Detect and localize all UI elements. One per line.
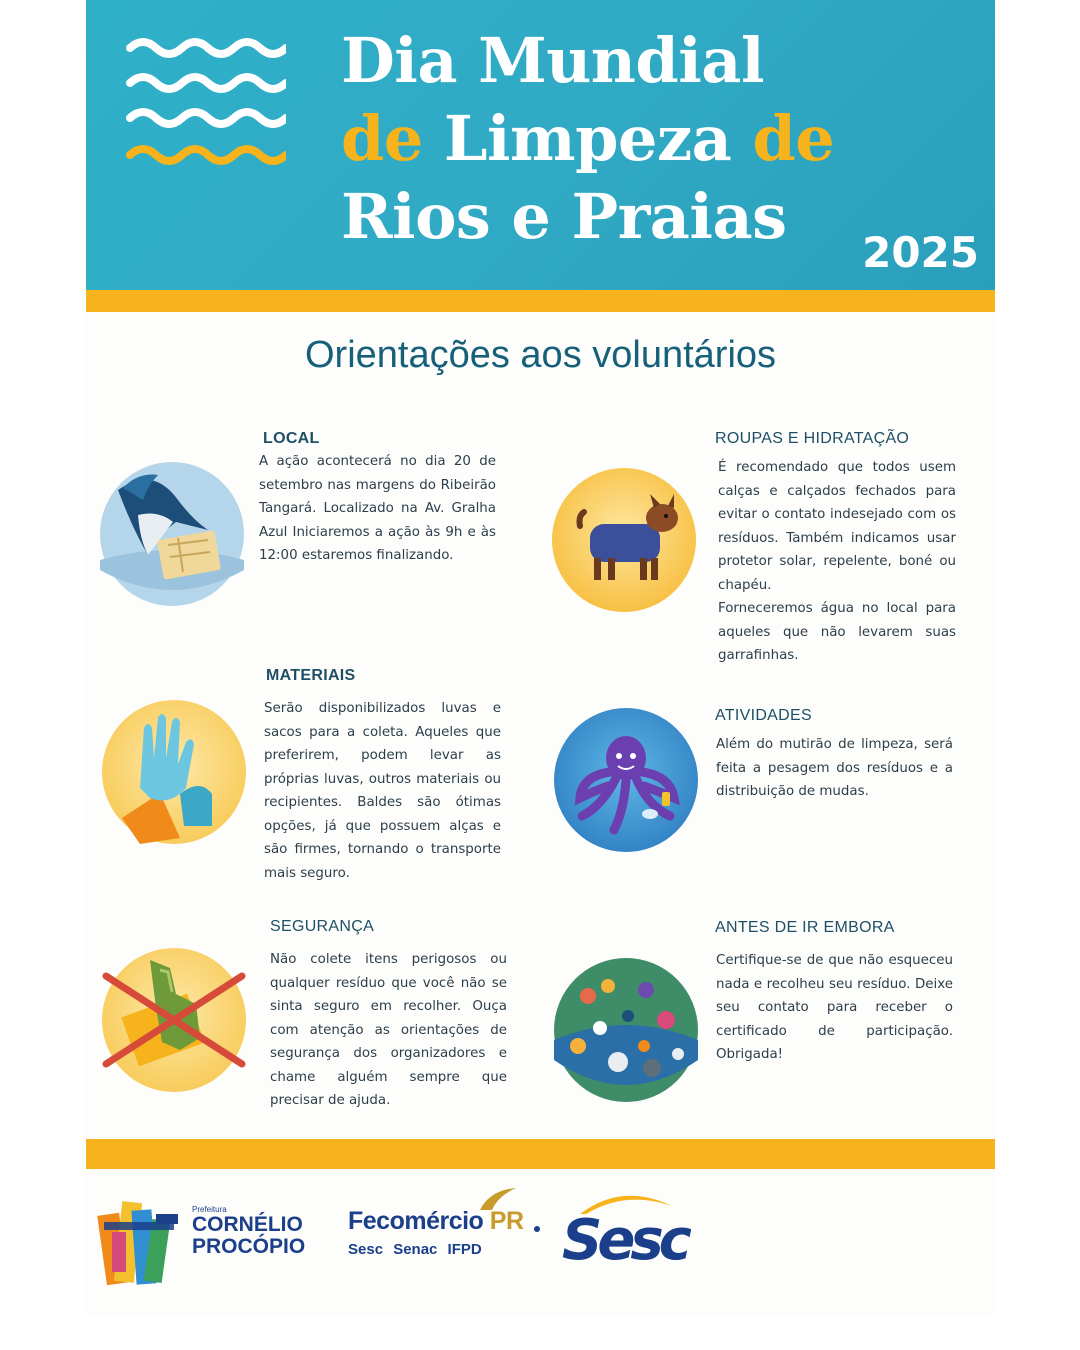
page-subtitle: Orientações aos voluntários bbox=[304, 334, 777, 376]
title-word-limpeza: Limpeza bbox=[443, 102, 732, 175]
title-line-3: Rios e Praias bbox=[341, 180, 787, 253]
waves-icon bbox=[126, 34, 286, 169]
logo-separator-dot bbox=[534, 1226, 540, 1232]
section-roupas-body-2: Forneceremos água no local para aqueles que não levarem suas garrafinhas. bbox=[718, 601, 956, 663]
sesc-logo-text: Sesc bbox=[562, 1208, 687, 1273]
section-local-body: A ação acontecerá no dia 20 de setembro nas margens do Ribeirão Tangará. Localizado na Av. Gralha Azul Iniciaremos a ação às 9h e às 12:00 estaremos finalizando. bbox=[259, 454, 496, 563]
section-roupas-body: É recomendado que todos usem calças e calçados fechados para evitar o contato indesejado com os resíduos. Também indicamos usar protetor solar, repelente, boné ou chapéu. bbox=[718, 460, 956, 593]
prefeitura-name bbox=[192, 1214, 305, 1258]
section-antes-body: Certifique-se de que não esqueceu nada e recolheu seu resíduo. Deixe seu contato para receber o certificado de participação. Obrigada! bbox=[716, 953, 953, 1062]
flyer bbox=[86, 0, 995, 1315]
title-line-1: Dia Mundial bbox=[341, 24, 764, 97]
title-line-2 bbox=[341, 102, 835, 175]
section-atividades-title: ATIVIDADES bbox=[715, 707, 812, 724]
prefeitura-label: Prefeitura bbox=[192, 1205, 227, 1214]
dog-raincoat-icon bbox=[550, 466, 698, 614]
broken-glass-crossed-icon bbox=[100, 946, 248, 1094]
prefeitura-name-line1: CORNÉLIO bbox=[192, 1213, 303, 1236]
marlin-map-icon bbox=[98, 460, 246, 608]
fecomercio-pr: PR bbox=[489, 1207, 524, 1235]
section-roupas-title: ROUPAS E HIDRATAÇÃO bbox=[715, 430, 910, 447]
prefeitura-logo-icon bbox=[96, 1192, 186, 1288]
section-materiais-title: MATERIAIS bbox=[266, 667, 356, 684]
fecomercio-subtitle: Sesc Senac IFPD bbox=[348, 1241, 482, 1258]
title-word-de-1: de bbox=[341, 102, 423, 175]
section-atividades-body: Além do mutirão de limpeza, será feita a pesagem dos resíduos e a distribuição de mudas. bbox=[716, 737, 953, 799]
section-local-title: LOCAL bbox=[263, 430, 320, 447]
gloves-icon bbox=[100, 698, 248, 846]
footer-logos bbox=[86, 1180, 995, 1300]
title-word-de-2: de bbox=[752, 102, 835, 175]
fecomercio-logo-text bbox=[348, 1207, 524, 1236]
section-seguranca-body: Não colete itens perigosos ou qualquer resíduo que você não se sinta seguro em recolher. Ouça com atenção as orientações de segurança dos organizadores e chame alguém sempre que precisar de ajuda. bbox=[270, 952, 507, 1108]
cleanup-crowd-icon bbox=[548, 950, 704, 1106]
section-antes-title: ANTES DE IR EMBORA bbox=[715, 919, 895, 936]
year-label: 2025 bbox=[862, 228, 979, 277]
octopus-icon bbox=[552, 706, 700, 854]
prefeitura-name-line2: PROCÓPIO bbox=[192, 1235, 306, 1258]
header-banner bbox=[86, 0, 995, 290]
header-yellow-band bbox=[86, 290, 995, 312]
section-seguranca-title: SEGURANÇA bbox=[270, 918, 375, 935]
fecomercio-name: Fecomércio bbox=[348, 1207, 484, 1235]
section-materiais-body: Serão disponibilizados luvas e sacos para a coleta. Aqueles que preferirem, podem levar as próprias luvas, outros materiais ou recipientes. Baldes são ótimas opções, já que possuem alças e são firmes, tornando o transporte mais seguro. bbox=[264, 701, 501, 881]
footer-yellow-band bbox=[86, 1139, 995, 1169]
